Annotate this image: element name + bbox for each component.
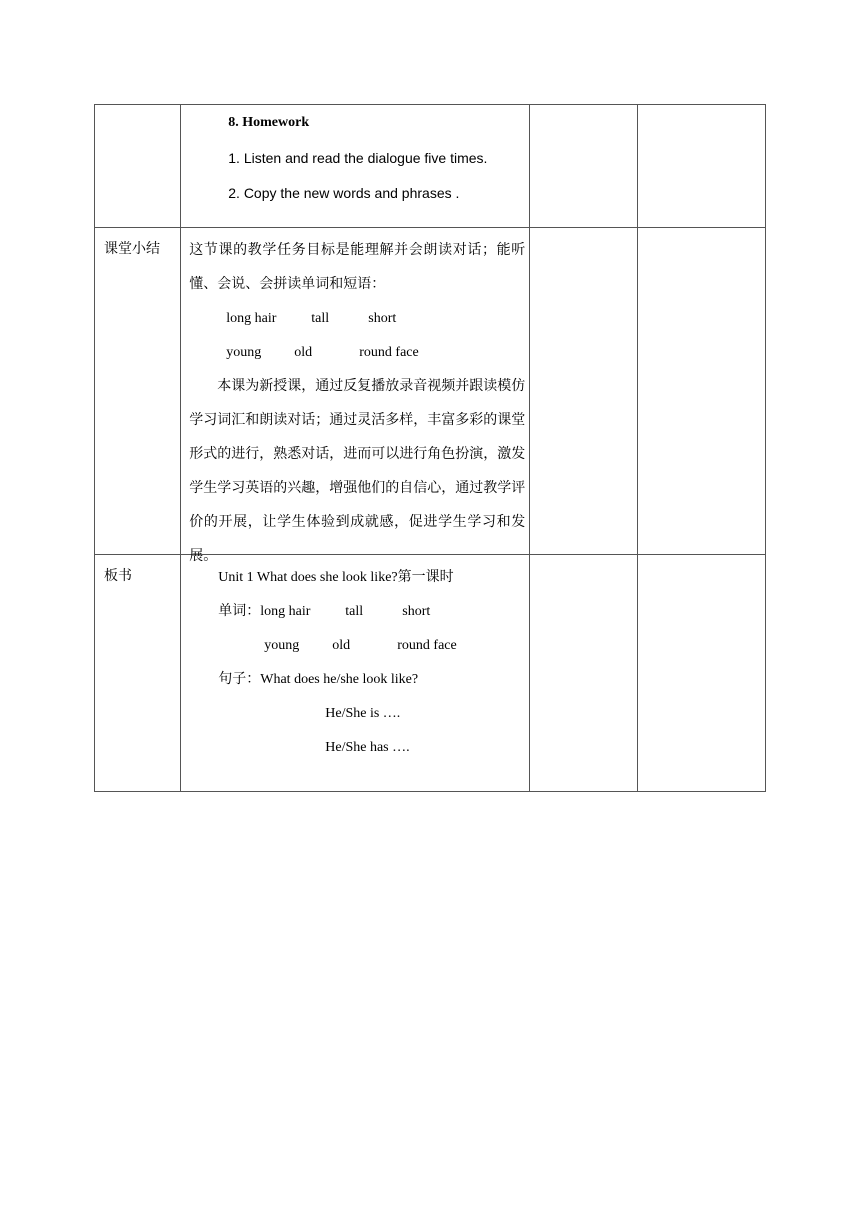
board-word: long hair — [260, 604, 311, 620]
board-sentence-prefix: 句子： — [218, 672, 261, 688]
homework-content-cell — [181, 105, 530, 228]
homework-row — [95, 105, 766, 228]
summary-intro: 这节课的教学任务目标是能理解并会朗读对话；能听懂、会说、会拼读单词和短语： — [189, 243, 526, 293]
board-word: round face — [397, 638, 457, 654]
board-word: old — [332, 638, 351, 654]
board-label: 板书 — [104, 568, 132, 585]
summary-word: tall — [311, 311, 330, 327]
homework-extra-cell-1 — [530, 105, 637, 228]
summary-word: short — [368, 311, 397, 327]
board-sentence-question: What does he/she look like? — [260, 672, 419, 688]
homework-extra-cell-2 — [637, 105, 765, 228]
summary-content-cell — [181, 228, 530, 565]
homework-label-cell — [95, 105, 181, 228]
summary-words-row-1 — [189, 302, 525, 336]
board-row — [95, 555, 766, 792]
board-answer-1: He/She is …. — [325, 706, 401, 722]
homework-item-1: 1. Listen and read the dialogue five times. — [228, 150, 488, 166]
board-title: Unit 1 What does she look like?第一课时 — [218, 570, 454, 586]
board-word: short — [402, 604, 431, 620]
summary-word: round face — [359, 345, 419, 361]
board-word: young — [264, 638, 300, 654]
summary-extra-cell-1 — [530, 228, 637, 555]
board-extra-cell-1 — [530, 555, 637, 792]
board-label-cell — [95, 555, 181, 792]
summary-word: young — [226, 345, 262, 361]
summary-label-cell — [95, 228, 181, 555]
summary-paragraph: 本课为新授课，通过反复播放录音视频并跟读模仿学习词汇和朗读对话；通过灵活多样，丰富多彩的课堂形式的进行，熟悉对话，进而可以进行角色扮演，激发学生学习英语的兴趣，增强他们的自信心，通过教学评价的开展，让学生体验到成就感，促进学生学习和发展。 — [189, 379, 526, 565]
board-extra-cell-2 — [637, 555, 765, 792]
summary-row — [95, 228, 766, 555]
board-sentence — [218, 663, 456, 697]
board-words-prefix: 单词： — [218, 604, 261, 620]
summary-words-row-2 — [189, 336, 525, 370]
summary-label: 课堂小结 — [104, 241, 160, 258]
board-content-cell — [181, 555, 530, 792]
homework-item-2: 2. Copy the new words and phrases . — [228, 185, 460, 201]
board-words-row-2 — [218, 629, 456, 663]
summary-word: old — [294, 345, 313, 361]
summary-word: long hair — [226, 311, 277, 327]
board-word: tall — [345, 604, 364, 620]
summary-extra-cell-2 — [637, 228, 765, 555]
homework-title: 8. Homework — [228, 115, 310, 130]
board-answer-2: He/She has …. — [325, 740, 410, 756]
lesson-plan-table — [94, 104, 766, 792]
board-words-row-1 — [218, 595, 456, 629]
